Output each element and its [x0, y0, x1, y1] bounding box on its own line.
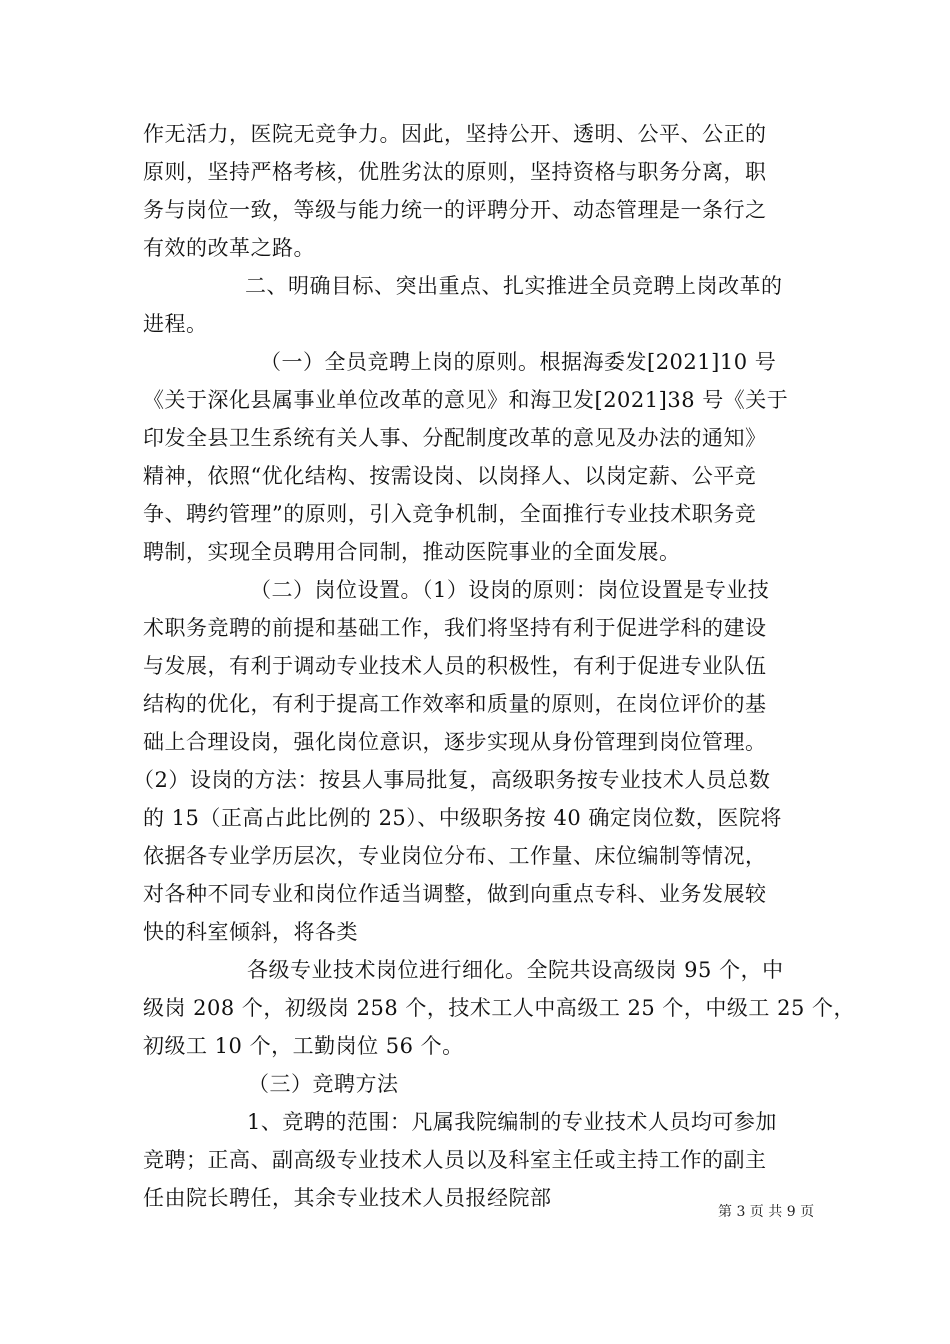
text-line: 务与岗位一致，等级与能力统一的评聘分开、动态管理是一条行之 [143, 198, 767, 222]
text-line: 任由院长聘任，其余专业技术人员报经院部 [143, 1186, 552, 1210]
text-line: 结构的优化，有利于提高工作效率和质量的原则，在岗位评价的基 [143, 692, 767, 716]
subsection-heading: （一）全员竞聘上岗的原则。根据海委发[2021]10 号 [260, 350, 777, 374]
subsection-heading: （三）竞聘方法 [248, 1072, 399, 1096]
text-line: 作无活力，医院无竞争力。因此，坚持公开、透明、公平、公正的 [143, 122, 767, 146]
text-line: 各级专业技术岗位进行细化。全院共设高级岗 95 个，中 [247, 958, 784, 982]
text-line: 的 15（正高占此比例的 25）、中级职务按 40 确定岗位数，医院将 [143, 806, 782, 830]
text-line: 聘制，实现全员聘用合同制，推动医院事业的全面发展。 [143, 540, 681, 564]
text-line: 进程。 [143, 312, 208, 336]
text-line: 依据各专业学历层次，专业岗位分布、工作量、床位编制等情况， [143, 844, 767, 868]
section-heading: 二、明确目标、突出重点、扎实推进全员竞聘上岗改革的 [245, 274, 783, 298]
page-number: 第 3 页 共 9 页 [718, 1204, 815, 1220]
text-line: （2）设岗的方法：按县人事局批复，高级职务按专业技术人员总数 [133, 768, 771, 792]
subsection-heading: （二）岗位设置。（1）设岗的原则：岗位设置是专业技 [250, 578, 770, 602]
text-line: 础上合理设岗，强化岗位意识，逐步实现从身份管理到岗位管理。 [143, 730, 767, 754]
text-line: 印发全县卫生系统有关人事、分配制度改革的意见及办法的通知》 [143, 426, 767, 450]
text-line: 1、竞聘的范围：凡属我院编制的专业技术人员均可参加 [247, 1110, 777, 1134]
text-line: 初级工 10 个，工勤岗位 56 个。 [143, 1034, 464, 1058]
text-line: 有效的改革之路。 [143, 236, 315, 260]
text-line: 术职务竞聘的前提和基础工作，我们将坚持有利于促进学科的建设 [143, 616, 767, 640]
text-line: 争、聘约管理”的原则，引入竞争机制，全面推行专业技术职务竞 [143, 502, 757, 526]
text-line: 对各种不同专业和岗位作适当调整，做到向重点专科、业务发展较 [143, 882, 767, 906]
text-line: 精神，依照“优化结构、按需设岗、以岗择人、以岗定薪、公平竞 [143, 464, 757, 488]
text-line: 快的科室倾斜，将各类 [143, 920, 358, 944]
text-line: 竞聘；正高、副高级专业技术人员以及科室主任或主持工作的副主 [143, 1148, 767, 1172]
text-line: 《关于深化县属事业单位改革的意见》和海卫发[2021]38 号《关于 [143, 388, 789, 412]
text-line: 与发展，有利于调动专业技术人员的积极性，有利于促进专业队伍 [143, 654, 767, 678]
text-line: 级岗 208 个，初级岗 258 个，技术工人中高级工 25 个，中级工 25 个， [143, 996, 856, 1020]
text-line: 原则，坚持严格考核，优胜劣汰的原则，坚持资格与职务分离，职 [143, 160, 767, 184]
